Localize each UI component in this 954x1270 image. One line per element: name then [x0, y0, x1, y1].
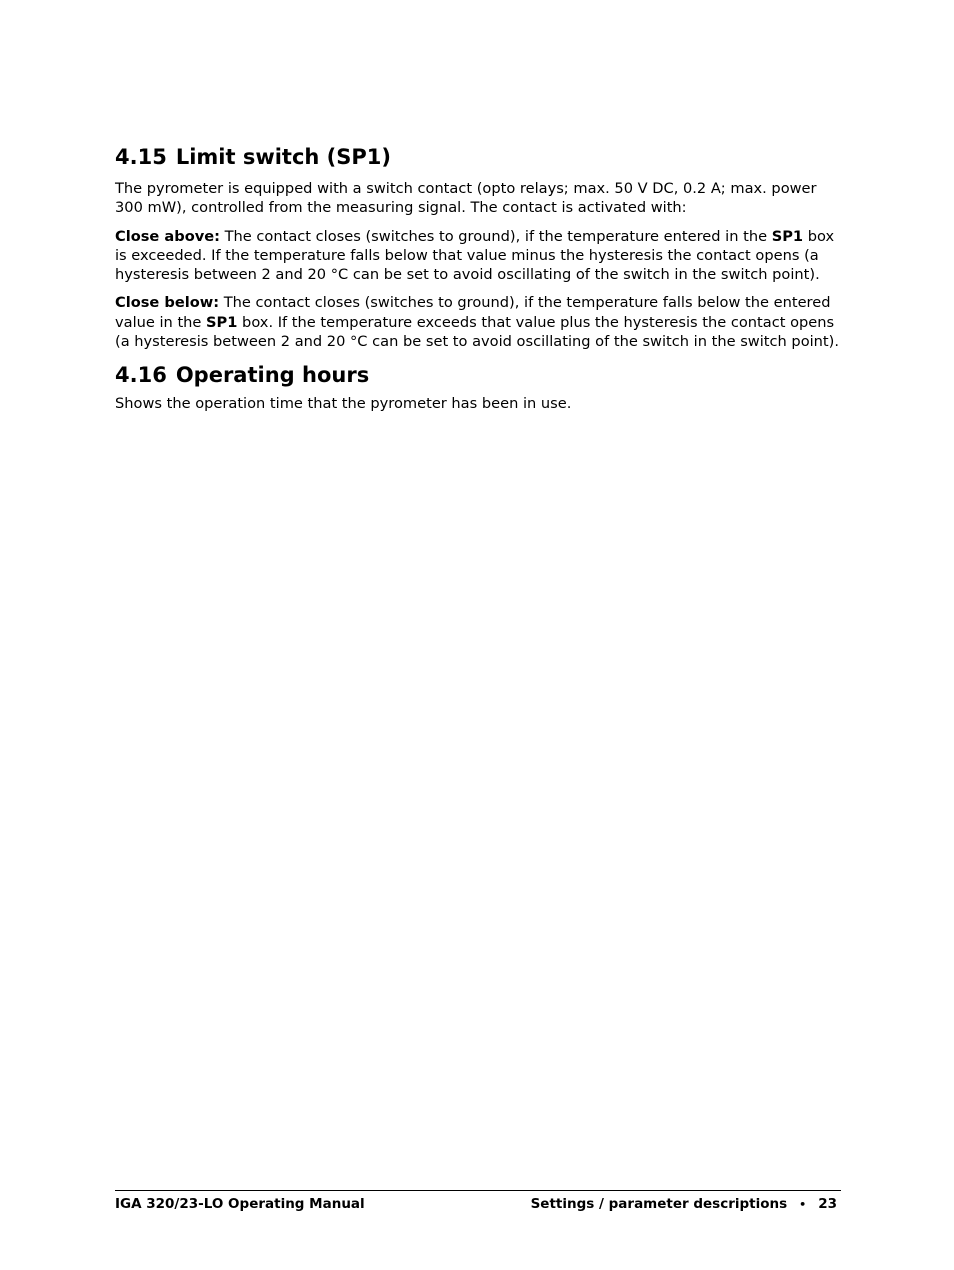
footer-chapter-title: Settings / parameter descriptions — [530, 1196, 788, 1212]
close-below-paragraph — [115, 293, 841, 351]
footer-manual-title: IGA 320/23-LO Operating Manual — [115, 1196, 365, 1212]
close-below-term: Close below: — [115, 294, 220, 312]
close-above-text-2: box is exceeded. If the temperature falls below that value minus the hysteresis the contact opens (a hysteresis between 2 and 20 °C can be set to avoid oscillating of the switch in the switch point). — [115, 227, 835, 284]
page-content — [115, 143, 841, 414]
bullet-separator: • — [799, 1198, 807, 1211]
close-below-text-2: box. If the temperature exceeds that value plus the hysteresis the contact opens (a hysteresis between 2 and 20 °C can be set to avoid oscillating of the switch in the switch point). — [115, 313, 839, 351]
section-title: Limit switch (SP1) — [175, 145, 392, 169]
section-number: 4.15 — [115, 145, 167, 169]
section-heading-limit-switch — [115, 143, 841, 171]
section-number: 4.16 — [115, 363, 167, 388]
limit-switch-intro: The pyrometer is equipped with a switch contact (opto relays; max. 50 V DC, 0.2 A; max. power 300 mW), controlled from the measuring signal. The contact is activated with: — [115, 180, 817, 217]
sp1-box-label: SP1 — [206, 313, 238, 331]
close-above-paragraph — [115, 227, 841, 285]
sp1-box-label: SP1 — [771, 227, 804, 245]
page-footer — [115, 1190, 841, 1214]
close-below-text-1: The contact closes (switches to ground), if the temperature falls below the entered value in the — [115, 294, 831, 331]
section-heading-operating-hours — [115, 361, 841, 389]
close-above-term: Close above: — [115, 227, 220, 245]
operating-hours-text: Shows the operation time that the pyrometer has been in use. — [115, 395, 572, 413]
footer-right — [531, 1195, 841, 1214]
section-title: Operating hours — [175, 363, 370, 388]
close-above-text-1: The contact closes (switches to ground), if the temperature entered in the — [219, 227, 772, 245]
page-number: 23 — [818, 1196, 837, 1212]
